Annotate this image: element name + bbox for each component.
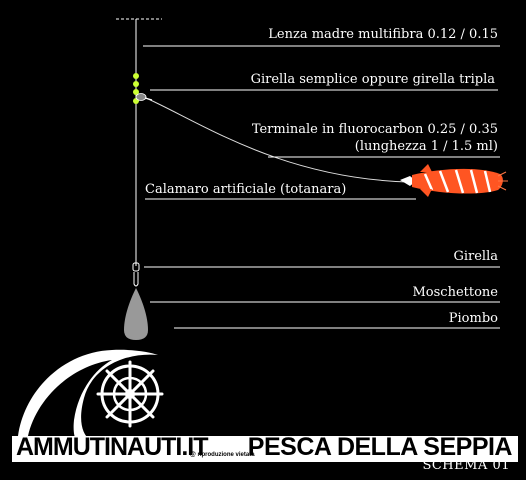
ship-wheel-icon	[98, 362, 162, 426]
label-sinker: Piombo	[448, 311, 498, 326]
main-line	[116, 19, 162, 266]
squid-jig-icon	[400, 164, 508, 197]
label-leader: Terminale in fluorocarbon 0.25 / 0.35	[251, 122, 498, 137]
swivel-icon	[136, 94, 152, 101]
label-lower-swivel: Girella	[453, 249, 498, 264]
label-leader-length: (lunghezza 1 / 1.5 ml)	[354, 139, 498, 154]
diagram-title: PESCA DELLA SEPPIA	[247, 433, 512, 461]
label-snap: Moschettone	[412, 285, 498, 300]
sinker-icon	[124, 288, 148, 340]
scheme-number: SCHEMA 01	[422, 458, 510, 473]
brand-name: AMMUTINAUTI.IT	[16, 433, 208, 461]
snap-icon	[133, 263, 139, 286]
label-swivel: Girella semplice oppure girella tripla	[250, 72, 495, 87]
label-main-line: Lenza madre multifibra 0.12 / 0.15	[268, 27, 498, 42]
copyright-note: @ riproduzione vietata	[190, 452, 255, 458]
label-squid-jig: Calamaro artificiale (totanara)	[145, 182, 347, 197]
